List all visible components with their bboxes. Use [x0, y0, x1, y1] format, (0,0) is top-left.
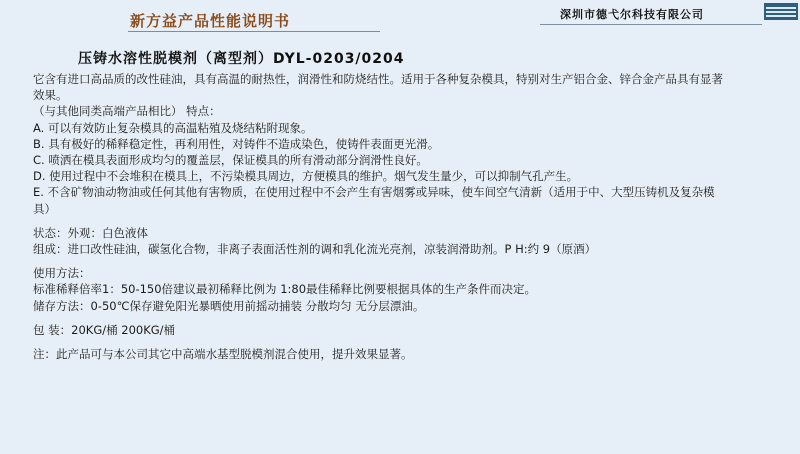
- note-line: 注：此产品可与本公司其它中高端水基型脱模剂混合使用，提升效果显著。: [33, 346, 413, 361]
- company-name: 深圳市德弋尔科技有限公司: [560, 8, 704, 21]
- intro-paragraph: 它含有进口高品质的改性硅油，具有高温的耐热性，润滑性和防烧结性。适用于各种复杂模具，特别对生产铝合金、锌合金产品具有显著效果。: [33, 72, 723, 103]
- feature-item-a: A. 可以有效防止复杂模具的高温粘殖及烧结粘附现象。: [33, 120, 313, 135]
- state-line: 状态：外观：白色液体: [33, 225, 148, 240]
- feature-item-e: E. 不含矿物油动物油或任何其他有害物质，在使用过程中不会产生有害烟雾或异味，使车间空气清新（适用于中、大型压铸机及复杂模具）: [33, 185, 715, 216]
- packaging-line: 包 装：20KG/桶 200KG/桶: [33, 322, 176, 337]
- title-underline: [128, 31, 380, 32]
- header: [0, 0, 800, 40]
- feature-item-c: C. 喷洒在模具表面形成均匀的覆盖层，保证模具的所有滑动部分润滑性良好。: [33, 152, 428, 167]
- dilution-line: 标准稀释倍率1：50-150倍建议最初稀释比例为 1:80最佳稀释比例要根据具体的生产条件而决定。: [33, 282, 537, 297]
- product-title: 压铸水溶性脱模剂（离型剂）DYL-0203/0204: [78, 51, 405, 67]
- features-header: （与其他同类高端产品相比） 特点：: [33, 104, 221, 119]
- feature-item-b: B. 具有极好的稀释稳定性，再利用性，对铸件不造成染色，使铸件表面更光滑。: [33, 136, 440, 151]
- company-underline: [540, 24, 762, 25]
- storage-line: 储存方法：0-50℃保存避免阳光暴晒使用前摇动捕装 分散均匀 无分层漂油。: [33, 298, 425, 313]
- document-body: [33, 71, 793, 362]
- company-logo-icon: [764, 3, 798, 20]
- feature-item-d: D. 使用过程中不会堆积在模具上，不污染模具周边，方便模具的维护。烟气发生量少，可以抑制气孔产生。: [33, 169, 579, 184]
- usage-header: 使用方法：: [33, 266, 91, 281]
- composition-line: 组成：进口改性硅油，碳氢化合物，非离子表面活性剂的调和乳化流光亮剂，凉装润滑助剂。P H:约 9（原酒）: [33, 241, 597, 256]
- document-title: 新方益产品性能说明书: [130, 12, 291, 30]
